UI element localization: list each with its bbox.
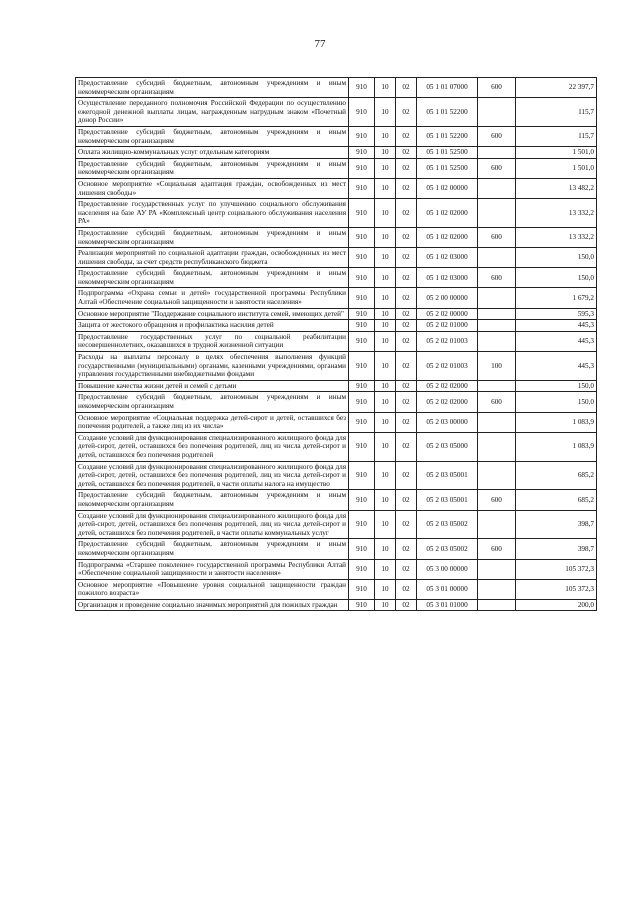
table-row xyxy=(76,268,597,288)
admin-code-cell: 910 xyxy=(349,599,375,611)
target-article-cell: 05 1 02 03000 xyxy=(417,268,478,288)
expense-type-cell: 600 xyxy=(478,392,516,412)
target-article-cell: 05 2 03 05002 xyxy=(417,510,478,539)
amount-cell: 105 372,3 xyxy=(516,579,597,599)
section-code-cell: 10 xyxy=(375,199,396,228)
expense-type-cell xyxy=(478,510,516,539)
section-code-cell: 10 xyxy=(375,268,396,288)
expense-name-cell: Основное мероприятие «Социальная поддержка детей-сирот и детей, оставшихся без попечения родителей, а также лиц из их числа» xyxy=(76,412,349,432)
amount-cell: 13 332,2 xyxy=(516,199,597,228)
expense-type-cell xyxy=(478,288,516,308)
expense-type-cell xyxy=(478,98,516,127)
target-article-cell: 05 2 02 02000 xyxy=(417,392,478,412)
expense-type-cell: 600 xyxy=(478,227,516,247)
section-code-cell: 10 xyxy=(375,308,396,320)
table-row xyxy=(76,352,597,381)
amount-cell: 1 501,0 xyxy=(516,147,597,159)
target-article-cell: 05 2 02 01003 xyxy=(417,352,478,381)
admin-code-cell: 910 xyxy=(349,178,375,198)
section-code-cell: 10 xyxy=(375,288,396,308)
budget-table xyxy=(75,77,597,611)
section-code-cell: 10 xyxy=(375,248,396,268)
target-article-cell: 05 3 01 00000 xyxy=(417,579,478,599)
expense-type-cell xyxy=(478,178,516,198)
amount-cell: 150,0 xyxy=(516,248,597,268)
amount-cell: 13 332,2 xyxy=(516,227,597,247)
amount-cell: 445,3 xyxy=(516,352,597,381)
expense-type-cell xyxy=(478,308,516,320)
expense-type-cell xyxy=(478,432,516,461)
table-row xyxy=(76,288,597,308)
target-article-cell: 05 1 02 03000 xyxy=(417,248,478,268)
admin-code-cell: 910 xyxy=(349,78,375,98)
subsection-code-cell: 02 xyxy=(396,78,417,98)
target-article-cell: 05 2 02 00000 xyxy=(417,308,478,320)
subsection-code-cell: 02 xyxy=(396,126,417,146)
expense-name-cell: Подпрограмма «Старшее поколение» государственной программы Республики Алтай «Обеспечение социальной защищенности и занятости населения» xyxy=(76,559,349,579)
subsection-code-cell: 02 xyxy=(396,199,417,228)
section-code-cell: 10 xyxy=(375,380,396,392)
table-row xyxy=(76,432,597,461)
section-code-cell: 10 xyxy=(375,559,396,579)
expense-name-cell: Предоставление государственных услуг по улучшению социального обслуживания населения на базе АУ РА «Комплексный центр социального обслуживания населения РА» xyxy=(76,199,349,228)
subsection-code-cell: 02 xyxy=(396,380,417,392)
expense-name-cell: Повышение качества жизни детей и семей с детьми xyxy=(76,380,349,392)
table-row xyxy=(76,320,597,332)
page-number: 77 xyxy=(314,38,326,50)
admin-code-cell: 910 xyxy=(349,288,375,308)
target-article-cell: 05 1 01 52500 xyxy=(417,158,478,178)
table-row xyxy=(76,98,597,127)
table-row xyxy=(76,461,597,490)
table-row xyxy=(76,510,597,539)
expense-type-cell xyxy=(478,248,516,268)
expense-name-cell: Предоставление субсидий бюджетным, автономным учреждениям и иным некоммерческим организациям xyxy=(76,227,349,247)
table-row xyxy=(76,78,597,98)
amount-cell: 105 372,3 xyxy=(516,559,597,579)
admin-code-cell: 910 xyxy=(349,248,375,268)
admin-code-cell: 910 xyxy=(349,352,375,381)
expense-type-cell xyxy=(478,147,516,159)
expense-type-cell xyxy=(478,579,516,599)
expense-name-cell: Предоставление государственных услуг по социальной реабилитации несовершеннолетних, оказавшихся в трудной жизненной ситуации xyxy=(76,331,349,351)
section-code-cell: 10 xyxy=(375,392,396,412)
expense-name-cell: Осуществление переданного полномочия Российской Федерации по осуществлению ежегодной денежной выплаты лицам, награжденным нагрудным знаком «Почетный донор России» xyxy=(76,98,349,127)
expense-name-cell: Предоставление субсидий бюджетным, автономным учреждениям и иным некоммерческим организациям xyxy=(76,268,349,288)
expense-type-cell xyxy=(478,331,516,351)
target-article-cell: 05 1 01 07000 xyxy=(417,78,478,98)
admin-code-cell: 910 xyxy=(349,539,375,559)
target-article-cell: 05 2 03 05002 xyxy=(417,539,478,559)
expense-type-cell: 600 xyxy=(478,539,516,559)
amount-cell: 445,3 xyxy=(516,331,597,351)
subsection-code-cell: 02 xyxy=(396,510,417,539)
expense-name-cell: Реализация мероприятий по социальной адаптации граждан, освобожденных из мест лишения свободы, за счет средств республиканского бюджета xyxy=(76,248,349,268)
target-article-cell: 05 1 01 52200 xyxy=(417,126,478,146)
target-article-cell: 05 2 02 01000 xyxy=(417,320,478,332)
subsection-code-cell: 02 xyxy=(396,178,417,198)
expense-type-cell: 600 xyxy=(478,268,516,288)
admin-code-cell: 910 xyxy=(349,158,375,178)
expense-type-cell: 600 xyxy=(478,126,516,146)
expense-name-cell: Основное мероприятие "Поддержание социального института семей, имеющих детей" xyxy=(76,308,349,320)
section-code-cell: 10 xyxy=(375,178,396,198)
target-article-cell: 05 1 02 02000 xyxy=(417,227,478,247)
admin-code-cell: 910 xyxy=(349,380,375,392)
admin-code-cell: 910 xyxy=(349,432,375,461)
expense-name-cell: Предоставление субсидий бюджетным, автономным учреждениям и иным некоммерческим организациям xyxy=(76,392,349,412)
expense-type-cell xyxy=(478,461,516,490)
section-code-cell: 10 xyxy=(375,78,396,98)
subsection-code-cell: 02 xyxy=(396,320,417,332)
subsection-code-cell: 02 xyxy=(396,268,417,288)
subsection-code-cell: 02 xyxy=(396,412,417,432)
expense-name-cell: Предоставление субсидий бюджетным, автономным учреждениям и иным некоммерческим организациям xyxy=(76,539,349,559)
table-row xyxy=(76,227,597,247)
target-article-cell: 05 1 02 02000 xyxy=(417,199,478,228)
amount-cell: 1 501,0 xyxy=(516,158,597,178)
expense-name-cell: Предоставление субсидий бюджетным, автономным учреждениям и иным некоммерческим организациям xyxy=(76,126,349,146)
target-article-cell: 05 3 00 00000 xyxy=(417,559,478,579)
target-article-cell: 05 3 01 01000 xyxy=(417,599,478,611)
amount-cell: 445,3 xyxy=(516,320,597,332)
amount-cell: 115,7 xyxy=(516,126,597,146)
target-article-cell: 05 1 01 52500 xyxy=(417,147,478,159)
admin-code-cell: 910 xyxy=(349,126,375,146)
section-code-cell: 10 xyxy=(375,539,396,559)
expense-type-cell: 600 xyxy=(478,158,516,178)
subsection-code-cell: 02 xyxy=(396,579,417,599)
target-article-cell: 05 2 03 05000 xyxy=(417,432,478,461)
subsection-code-cell: 02 xyxy=(396,288,417,308)
section-code-cell: 10 xyxy=(375,158,396,178)
table-row xyxy=(76,392,597,412)
expense-name-cell: Создание условий для функционирования специализированного жилищного фонда для детей-сирот, детей, оставшихся без попечения родителей, лиц из числа детей-сирот и детей, оставшихся без попечения родителей, в части оплаты коммунальных услуг xyxy=(76,510,349,539)
table-row xyxy=(76,539,597,559)
amount-cell: 685,2 xyxy=(516,461,597,490)
table-row xyxy=(76,199,597,228)
admin-code-cell: 910 xyxy=(349,412,375,432)
subsection-code-cell: 02 xyxy=(396,248,417,268)
section-code-cell: 10 xyxy=(375,432,396,461)
subsection-code-cell: 02 xyxy=(396,227,417,247)
amount-cell: 1 083,9 xyxy=(516,412,597,432)
amount-cell: 398,7 xyxy=(516,510,597,539)
expense-type-cell xyxy=(478,599,516,611)
subsection-code-cell: 02 xyxy=(396,98,417,127)
subsection-code-cell: 02 xyxy=(396,539,417,559)
table-row xyxy=(76,380,597,392)
table-row xyxy=(76,412,597,432)
table-row xyxy=(76,158,597,178)
admin-code-cell: 910 xyxy=(349,199,375,228)
target-article-cell: 05 2 02 02000 xyxy=(417,380,478,392)
subsection-code-cell: 02 xyxy=(396,461,417,490)
target-article-cell: 05 2 02 01003 xyxy=(417,331,478,351)
admin-code-cell: 910 xyxy=(349,490,375,510)
amount-cell: 595,3 xyxy=(516,308,597,320)
amount-cell: 1 083,9 xyxy=(516,432,597,461)
section-code-cell: 10 xyxy=(375,98,396,127)
admin-code-cell: 910 xyxy=(349,331,375,351)
expense-name-cell: Предоставление субсидий бюджетным, автономным учреждениям и иным некоммерческим организациям xyxy=(76,78,349,98)
table-row xyxy=(76,178,597,198)
subsection-code-cell: 02 xyxy=(396,308,417,320)
admin-code-cell: 910 xyxy=(349,268,375,288)
target-article-cell: 05 1 02 00000 xyxy=(417,178,478,198)
amount-cell: 22 397,7 xyxy=(516,78,597,98)
target-article-cell: 05 2 00 00000 xyxy=(417,288,478,308)
section-code-cell: 10 xyxy=(375,412,396,432)
subsection-code-cell: 02 xyxy=(396,158,417,178)
amount-cell: 115,7 xyxy=(516,98,597,127)
amount-cell: 150,0 xyxy=(516,268,597,288)
expense-name-cell: Основное мероприятие «Повышение уровня социальной защищенности граждан пожилого возраста» xyxy=(76,579,349,599)
subsection-code-cell: 02 xyxy=(396,331,417,351)
admin-code-cell: 910 xyxy=(349,320,375,332)
section-code-cell: 10 xyxy=(375,227,396,247)
expense-name-cell: Основное мероприятие «Социальная адаптация граждан, освобожденных из мест лишения свободы» xyxy=(76,178,349,198)
admin-code-cell: 910 xyxy=(349,98,375,127)
budget-table-body xyxy=(76,78,597,611)
section-code-cell: 10 xyxy=(375,579,396,599)
expense-name-cell: Подпрограмма «Охрана семьи и детей» государственной программы Республики Алтай «Обеспечение социальной защищенности и занятости населения» xyxy=(76,288,349,308)
table-row xyxy=(76,490,597,510)
expense-name-cell: Организация и проведение социально значимых мероприятий для пожилых граждан xyxy=(76,599,349,611)
admin-code-cell: 910 xyxy=(349,147,375,159)
subsection-code-cell: 02 xyxy=(396,432,417,461)
table-row xyxy=(76,599,597,611)
subsection-code-cell: 02 xyxy=(396,490,417,510)
admin-code-cell: 910 xyxy=(349,579,375,599)
amount-cell: 200,0 xyxy=(516,599,597,611)
amount-cell: 398,7 xyxy=(516,539,597,559)
section-code-cell: 10 xyxy=(375,490,396,510)
target-article-cell: 05 2 03 00000 xyxy=(417,412,478,432)
table-row xyxy=(76,579,597,599)
subsection-code-cell: 02 xyxy=(396,559,417,579)
section-code-cell: 10 xyxy=(375,320,396,332)
admin-code-cell: 910 xyxy=(349,559,375,579)
subsection-code-cell: 02 xyxy=(396,599,417,611)
section-code-cell: 10 xyxy=(375,599,396,611)
subsection-code-cell: 02 xyxy=(396,147,417,159)
expense-name-cell: Расходы на выплаты персоналу в целях обеспечения выполнения функций государственными (муниципальными) органами, казенными учреждениями, органами управления государственными внебюджетными фондами xyxy=(76,352,349,381)
section-code-cell: 10 xyxy=(375,461,396,490)
expense-name-cell: Создание условий для функционирования специализированного жилищного фонда для детей-сирот, детей, оставшихся без попечения родителей, лиц из числа детей-сирот и детей, оставшихся без попечения родителей, в части оплаты налога на имущество xyxy=(76,461,349,490)
expense-type-cell xyxy=(478,380,516,392)
expense-name-cell: Предоставление субсидий бюджетным, автономным учреждениям и иным некоммерческим организациям xyxy=(76,490,349,510)
amount-cell: 150,0 xyxy=(516,392,597,412)
subsection-code-cell: 02 xyxy=(396,352,417,381)
section-code-cell: 10 xyxy=(375,147,396,159)
table-row xyxy=(76,126,597,146)
amount-cell: 13 482,2 xyxy=(516,178,597,198)
amount-cell: 685,2 xyxy=(516,490,597,510)
target-article-cell: 05 2 03 05001 xyxy=(417,490,478,510)
expense-type-cell xyxy=(478,199,516,228)
expense-type-cell: 600 xyxy=(478,78,516,98)
expense-name-cell: Защита от жестокого обращения и профилактика насилия детей xyxy=(76,320,349,332)
section-code-cell: 10 xyxy=(375,331,396,351)
table-row xyxy=(76,248,597,268)
target-article-cell: 05 2 03 05001 xyxy=(417,461,478,490)
admin-code-cell: 910 xyxy=(349,461,375,490)
section-code-cell: 10 xyxy=(375,352,396,381)
subsection-code-cell: 02 xyxy=(396,392,417,412)
admin-code-cell: 910 xyxy=(349,392,375,412)
admin-code-cell: 910 xyxy=(349,308,375,320)
admin-code-cell: 910 xyxy=(349,510,375,539)
table-row xyxy=(76,147,597,159)
expense-type-cell xyxy=(478,320,516,332)
expense-type-cell xyxy=(478,412,516,432)
amount-cell: 150,0 xyxy=(516,380,597,392)
expense-name-cell: Предоставление субсидий бюджетным, автономным учреждениям и иным некоммерческим организациям xyxy=(76,158,349,178)
section-code-cell: 10 xyxy=(375,510,396,539)
expense-name-cell: Оплата жилищно-коммунальных услуг отдельным категориям xyxy=(76,147,349,159)
amount-cell: 1 679,2 xyxy=(516,288,597,308)
expense-type-cell: 100 xyxy=(478,352,516,381)
table-row xyxy=(76,331,597,351)
expense-type-cell: 600 xyxy=(478,490,516,510)
expense-type-cell xyxy=(478,559,516,579)
admin-code-cell: 910 xyxy=(349,227,375,247)
section-code-cell: 10 xyxy=(375,126,396,146)
expense-name-cell: Создание условий для функционирования специализированного жилищного фонда для детей-сирот, детей, оставшихся без попечения родителей, лиц из числа детей-сирот и детей, оставшихся без попечения родителей xyxy=(76,432,349,461)
table-row xyxy=(76,308,597,320)
target-article-cell: 05 1 01 52200 xyxy=(417,98,478,127)
table-row xyxy=(76,559,597,579)
